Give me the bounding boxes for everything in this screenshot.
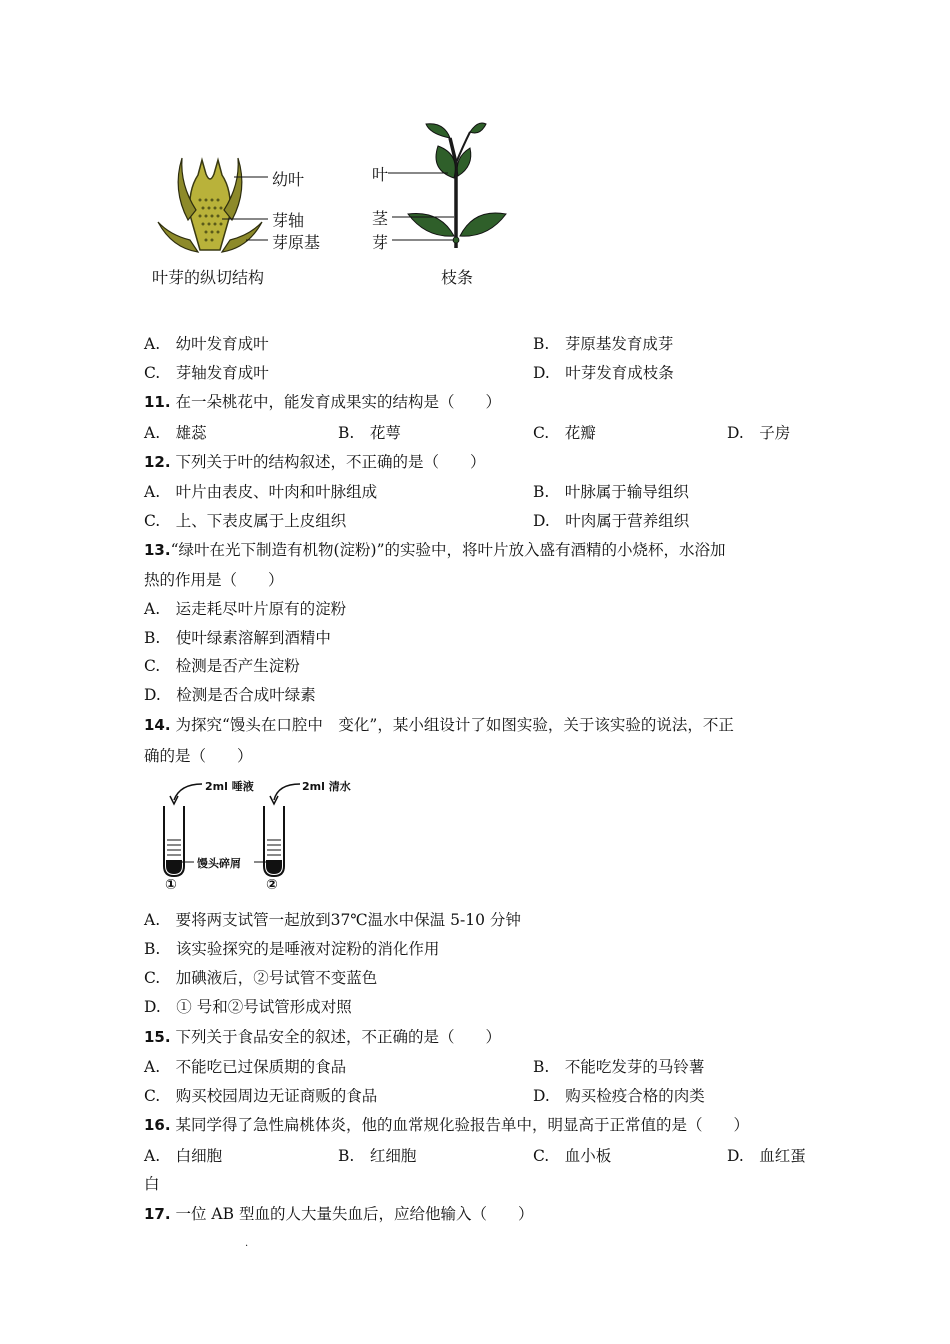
q12-option-b: B. 叶脉属于输导组织 bbox=[533, 483, 689, 501]
q16-option-d-continued: 白 bbox=[144, 1175, 160, 1193]
tube2-number: ② bbox=[266, 877, 278, 893]
caption-branch: 枝条 bbox=[441, 268, 474, 287]
label-stem: 茎 bbox=[372, 209, 389, 228]
q10-option-b: B. 芽原基发育成芽 bbox=[533, 335, 674, 353]
q14-option-d: D. ① 号和②号试管形成对照 bbox=[144, 998, 352, 1016]
q13-option-c: C. 检测是否产生淀粉 bbox=[144, 657, 300, 675]
q14-stem-line2: 确的是（ ） bbox=[144, 747, 253, 765]
q14-option-b: B. 该实验探究的是唾液对淀粉的消化作用 bbox=[144, 940, 440, 958]
q17-stem: 17. 一位 AB 型血的人大量失血后，应给他输入（ ） bbox=[144, 1205, 534, 1223]
caption-bud-section: 叶芽的纵切结构 bbox=[152, 268, 265, 287]
bread-crumb-label: 馒头碎屑 bbox=[197, 857, 241, 870]
branch-figure bbox=[370, 118, 520, 263]
q10-option-c: C. 芽轴发育成叶 bbox=[144, 364, 269, 382]
q13-option-b: B. 使叶绿素溶解到酒精中 bbox=[144, 629, 331, 647]
q13-option-d: D. 检测是否合成叶绿素 bbox=[144, 686, 316, 704]
q12-stem: 12. 下列关于叶的结构叙述，不正确的是（ ） bbox=[144, 453, 486, 471]
q11-option-a: A. 雄蕊 bbox=[144, 424, 207, 442]
q13-stem-line2: 热的作用是（ ） bbox=[144, 571, 284, 589]
q15-option-a: A. 不能吃已过保质期的食品 bbox=[144, 1058, 347, 1076]
q11-option-c: C. 花瓣 bbox=[533, 424, 596, 442]
q13-stem-line1: 13.“绿叶在光下制造有机物(淀粉)”的实验中，将叶片放入盛有酒精的小烧杯，水浴加 bbox=[144, 541, 726, 559]
q11-option-b: B. 花萼 bbox=[338, 424, 401, 442]
q16-option-b: B. 红细胞 bbox=[338, 1147, 417, 1165]
q16-option-c: C. 血小板 bbox=[533, 1147, 612, 1165]
q12-option-a: A. 叶片由表皮、叶肉和叶脉组成 bbox=[144, 483, 378, 501]
q10-option-a: A. 幼叶发育成叶 bbox=[144, 335, 269, 353]
q16-option-a: A. 白细胞 bbox=[144, 1147, 223, 1165]
q14-option-a: A. 要将两支试管一起放到37℃温水中保温 5-10 分钟 bbox=[144, 911, 521, 929]
q11-option-d: D. 子房 bbox=[727, 424, 791, 442]
q12-option-c: C. 上、下表皮属于上皮组织 bbox=[144, 512, 347, 530]
q14-option-c: C. 加碘液后，②号试管不变蓝色 bbox=[144, 969, 378, 987]
q10-option-d: D. 叶芽发育成枝条 bbox=[533, 364, 674, 382]
tube1-label: 2ml 唾液 bbox=[205, 780, 254, 793]
label-leaf: 叶 bbox=[372, 165, 389, 184]
q15-option-b: B. 不能吃发芽的马铃薯 bbox=[533, 1058, 705, 1076]
q15-stem: 15. 下列关于食品安全的叙述，不正确的是（ ） bbox=[144, 1028, 502, 1046]
label-bud: 芽 bbox=[372, 233, 389, 252]
tube1-number: ① bbox=[165, 877, 177, 893]
footer-mark: . bbox=[245, 1238, 249, 1249]
q12-option-d: D. 叶肉属于营养组织 bbox=[533, 512, 690, 530]
q15-option-c: C. 购买校园周边无证商贩的食品 bbox=[144, 1087, 378, 1105]
q16-stem: 16. 某同学得了急性扁桃体炎，他的血常规化验报告单中，明显高于正常值的是（ ） bbox=[144, 1116, 750, 1134]
label-young-leaf: 幼叶 bbox=[272, 170, 305, 189]
q14-stem-line1: 14. 为探究“馒头在口腔中 变化”，某小组设计了如图实验，关于该实验的说法，不正 bbox=[144, 716, 734, 734]
label-bud-axis: 芽轴 bbox=[272, 211, 305, 230]
q15-option-d: D. 购买检疫合格的肉类 bbox=[533, 1087, 705, 1105]
q13-option-a: A. 运走耗尽叶片原有的淀粉 bbox=[144, 600, 347, 618]
q16-option-d: D. 血红蛋 bbox=[727, 1147, 806, 1165]
label-bud-primordium: 芽原基 bbox=[272, 233, 321, 252]
tube2-label: 2ml 清水 bbox=[302, 780, 351, 793]
q11-stem: 11. 在一朵桃花中，能发育成果实的结构是（ ） bbox=[144, 393, 502, 411]
